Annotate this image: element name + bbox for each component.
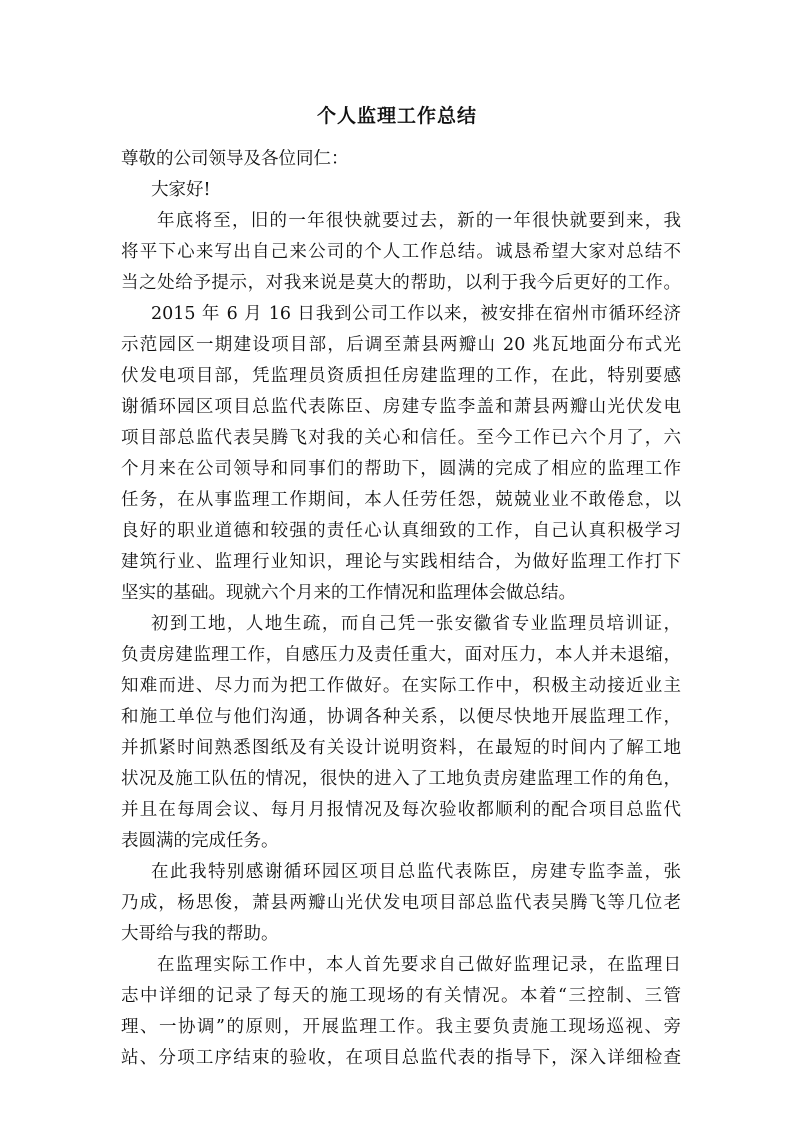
paragraph-5 (121, 950, 681, 1074)
paragraph-line: 年底将至，旧的一年很快就要过去，新的一年很快就要到来，我 (157, 211, 681, 231)
paragraph-line: 任务，在从事监理工作期间，本人任劳任怨，兢兢业业不敢倦怠，以 (121, 490, 681, 510)
document-body (121, 144, 681, 1074)
paragraph-line: 伏发电项目部，凭监理员资质担任房建监理的工作，在此，特别要感 (121, 366, 681, 386)
paragraph-line: 站、分项工序结束的验收，在项目总监代表的指导下，深入详细检查 (121, 1048, 681, 1068)
paragraph-line: 2015 年 6 月 16 日我到公司工作以来，被安排在宿州市循环经济 (151, 304, 681, 324)
paragraph-line: 良好的职业道德和较强的责任心认真细致的工作，自己认真积极学习 (121, 521, 681, 541)
paragraph-1 (121, 206, 681, 299)
paragraph-line: 初到工地，人地生疏，而自己凭一张安徽省专业监理员培训证， (151, 614, 681, 634)
paragraph-line: 将平下心来写出自己来公司的个人工作总结。诚恳希望大家对总结不 (121, 242, 681, 262)
paragraph-line: 状况及施工队伍的情况，很快的进入了工地负责房建监理工作的角色， (121, 769, 681, 789)
paragraph-line: 和施工单位与他们沟通，协调各种关系，以便尽快地开展监理工作， (121, 707, 681, 727)
paragraph-line: 并且在每周会议、每月月报情况及每次验收都顺利的配合项目总监代 (121, 800, 681, 820)
paragraph-line: 大哥给与我的帮助。 (121, 924, 279, 944)
paragraph-line: 项目部总监代表吴腾飞对我的关心和信任。至今工作已六个月了，六 (121, 428, 681, 448)
greeting: 大家好! (151, 180, 211, 200)
salutation: 尊敬的公司领导及各位同仁： (121, 149, 349, 169)
document-title: 个人监理工作总结 (316, 105, 477, 127)
paragraph-line: 负责房建监理工作，自感压力及责任重大，面对压力，本人并未退缩， (121, 645, 681, 665)
paragraph-line: 建筑行业、监理行业知识，理论与实践相结合，为做好监理工作打下 (121, 552, 681, 572)
paragraph-line: 并抓紧时间熟悉图纸及有关设计说明资料，在最短的时间内了解工地 (121, 738, 681, 758)
paragraph-line: 示范园区一期建设项目部，后调至萧县两瓣山 20 兆瓦地面分布式光 (121, 335, 681, 355)
paragraph-3 (121, 609, 681, 857)
paragraph-line: 志中详细的记录了每天的施工现场的有关情况。本着“三控制、三管 (121, 986, 681, 1006)
paragraph-line: 乃成，杨思俊，萧县两瓣山光伏发电项目部总监代表吴腾飞等几位老 (121, 893, 681, 913)
paragraph-2 (121, 299, 681, 609)
paragraph-line: 理、一协调”的原则，开展监理工作。我主要负责施工现场巡视、旁 (121, 1017, 681, 1037)
paragraph-line: 在此我特别感谢循环园区项目总监代表陈臣，房建专监李盖，张 (151, 862, 681, 882)
paragraph-line: 个月来在公司领导和同事们的帮助下，圆满的完成了相应的监理工作 (121, 459, 681, 479)
paragraph-line: 在监理实际工作中，本人首先要求自己做好监理记录，在监理日 (157, 955, 681, 975)
paragraph-line: 表圆满的完成任务。 (121, 831, 279, 851)
paragraph-line: 当之处给予提示，对我来说是莫大的帮助，以利于我今后更好的工作。 (121, 273, 681, 293)
paragraph-line: 谢循环园区项目总监代表陈臣、房建专监李盖和萧县两瓣山光伏发电 (121, 397, 681, 417)
paragraph-line: 知难而进、尽力而为把工作做好。在实际工作中，积极主动接近业主 (121, 676, 681, 696)
paragraph-line: 坚实的基础。现就六个月来的工作情况和监理体会做总结。 (121, 583, 576, 603)
paragraph-4 (121, 857, 681, 950)
